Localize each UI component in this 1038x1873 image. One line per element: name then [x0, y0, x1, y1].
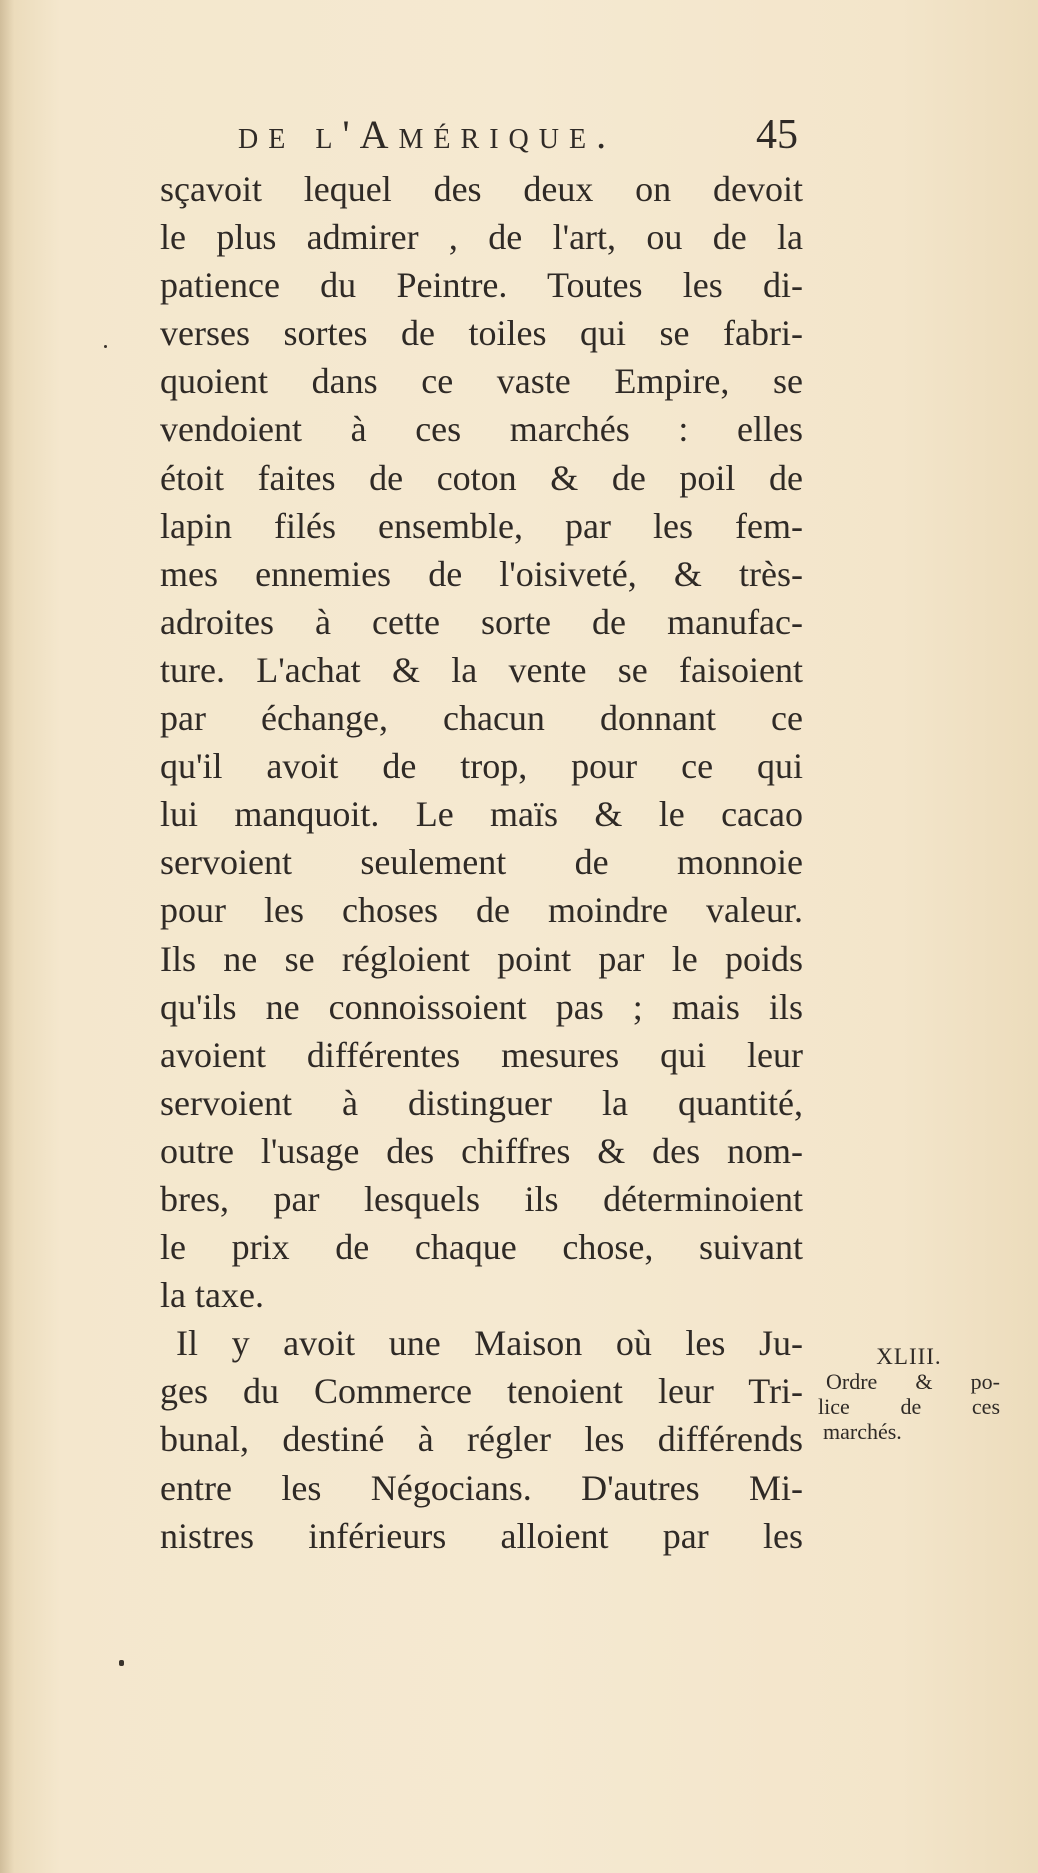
running-title: de l'Amérique. [238, 112, 617, 157]
text-line: lui manquoit. Le maïs & le cacao [160, 794, 803, 835]
text-line: bres, par lesquels ils déterminoient [160, 1178, 803, 1219]
marginal-note [818, 1344, 1000, 1444]
text-line: patience du Peintre. Toutes les di- [160, 265, 803, 306]
text-line: lapin filés ensemble, par les fem- [160, 505, 803, 546]
text-line: bunal, destiné à régler les différends [160, 1419, 803, 1460]
text-line: servoient seulement de monnoie [160, 842, 803, 883]
ink-speck [104, 345, 107, 348]
text-line: vendoient à ces marchés : elles [160, 409, 803, 450]
text-line: nistres inférieurs alloient par les [160, 1515, 803, 1556]
ink-speck [119, 1660, 124, 1666]
marginal-note-line: marchés. [823, 1419, 902, 1444]
running-head [238, 110, 798, 160]
text-line: étoit faites de coton & de poil de [160, 457, 803, 498]
marginal-note-number: XLIII. [876, 1344, 942, 1369]
text-line: servoient à distinguer la quantité, [160, 1082, 803, 1123]
text-line: par échange, chacun donnant ce [160, 698, 803, 739]
text-line: entre les Négocians. D'autres Mi- [160, 1467, 803, 1508]
text-line: pour les choses de moindre valeur. [160, 890, 803, 931]
marginal-note-line: lice de ces [818, 1394, 1000, 1419]
text-line: verses sortes de toiles qui se fabri- [160, 313, 803, 354]
text-line: adroites à cette sorte de manufac- [160, 601, 803, 642]
body-text [160, 165, 803, 1560]
text-line: quoient dans ce vaste Empire, se [160, 361, 803, 402]
text-line: le prix de chaque chose, suivant [160, 1227, 803, 1268]
text-line: Ils ne se régloient point par le poids [160, 938, 803, 979]
text-line: ges du Commerce tenoient leur Tri- [160, 1371, 803, 1412]
text-line: qu'il avoit de trop, pour ce qui [160, 746, 803, 787]
text-line: le plus admirer , de l'art, ou de la [160, 217, 803, 258]
text-line: outre l'usage des chiffres & des nom- [160, 1130, 803, 1171]
text-line: ture. L'achat & la vente se faisoient [160, 649, 803, 690]
text-line: mes ennemies de l'oisiveté, & très- [160, 553, 803, 594]
text-line: qu'ils ne connoissoient pas ; mais ils [160, 986, 803, 1027]
text-line: avoient différentes mesures qui leur [160, 1034, 803, 1075]
text-line: la taxe. [160, 1275, 264, 1316]
marginal-note-line: Ordre & po- [826, 1369, 1000, 1394]
text-line: Il y avoit une Maison où les Ju- [176, 1323, 803, 1364]
page-gutter-shadow [0, 0, 14, 1873]
page-number: 45 [756, 112, 798, 158]
text-line: sçavoit lequel des deux on devoit [160, 169, 803, 209]
